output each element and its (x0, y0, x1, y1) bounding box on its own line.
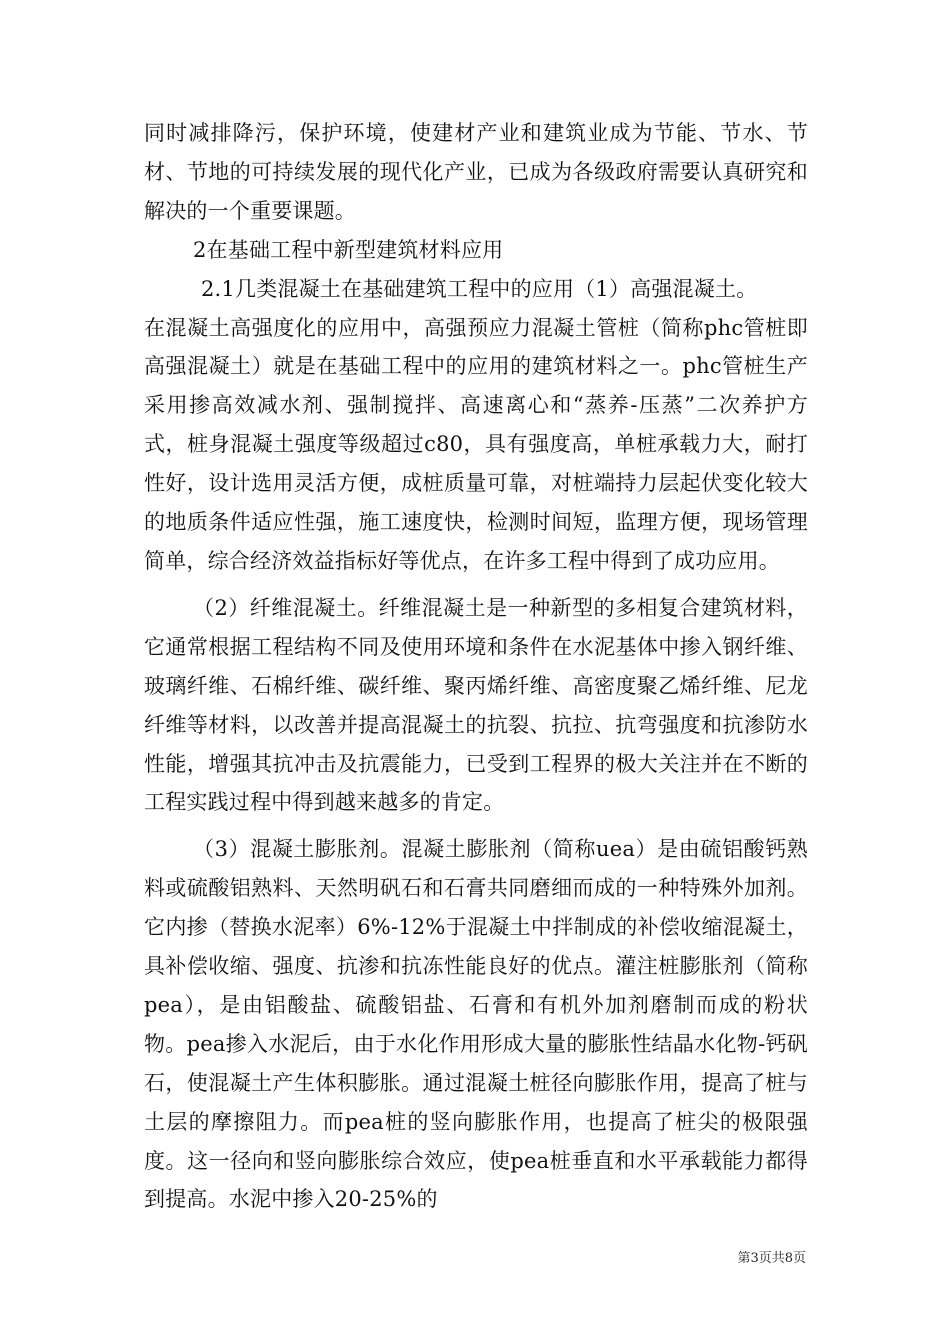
paragraph-expansion-agent: （3）混凝土膨胀剂。混凝土膨胀剂（简称uea）是由硫铝酸钙熟料或硫酸铝熟料、天然明矾石和石膏共同磨细而成的一种特殊外加剂。它内掺（替换水泥率）6%-12%于混凝土中拌制成的补偿收缩混凝土，具补偿收缩、强度、抗渗和抗冻性能良好的优点。灌注桩膨胀剂（简称pea），是由铝酸盐、硫酸铝盐、石膏和有机外加剂磨制而成的粉状物。pea掺入水泥后，由于水化作用形成大量的膨胀性结晶水化物-钙矾石，使混凝土产生体积膨胀。通过混凝土桩径向膨胀作用，提高了桩与土层的摩擦阻力。而pea桩的竖向膨胀作用，也提高了桩尖的极限强度。这一径向和竖向膨胀综合效应，使pea桩垂直和水平承载能力都得到提高。水泥中掺入20-25%的 (144, 837, 808, 1212)
paragraph-fiber-concrete: （2）纤维混凝土。纤维混凝土是一种新型的多相复合建筑材料，它通常根据工程结构不同及使用环境和条件在水泥基体中掺入钢纤维、玻璃纤维、石棉纤维、碳纤维、聚丙烯纤维、高密度聚乙烯纤维、尼龙纤维等材料，以改善并提高混凝土的抗裂、抗拉、抗弯强度和抗渗防水性能，增强其抗冲击及抗震能力，已受到工程界的极大关注并在不断的工程实践过程中得到越来越多的肯定。 (144, 595, 808, 815)
document-body (144, 114, 808, 1219)
paragraph-high-strength-concrete: 在混凝土高强度化的应用中，高强预应力混凝土管桩（简称phc管桩即高强混凝土）就是在基础工程中的应用的建筑材料之一。phc管桩生产采用掺高效减水剂、强制搅拌、高速离心和“蒸养-压蒸”二次养护方式，桩身混凝土强度等级超过c80，具有强度高，单桩承载力大，耐打性好，设计选用灵活方便，成桩质量可靠，对桩端持力层起伏变化较大的地质条件适应性强，施工速度快，检测时间短，监理方便，现场管理简单，综合经济效益指标好等优点，在许多工程中得到了成功应用。 (144, 315, 808, 573)
section-heading-2: 2在基础工程中新型建筑材料应用 (193, 237, 504, 262)
paragraph-intro-continuation: 同时减排降污，保护环境，使建材产业和建筑业成为节能、节水、节材、节地的可持续发展的现代化产业，已成为各级政府需要认真研究和解决的一个重要课题。 (144, 121, 808, 223)
page-number-footer: 第3页共8页 (737, 1251, 806, 1266)
subsection-heading-2-1: 2.1几类混凝土在基础建筑工程中的应用（1）高强混凝土。 (201, 276, 758, 301)
